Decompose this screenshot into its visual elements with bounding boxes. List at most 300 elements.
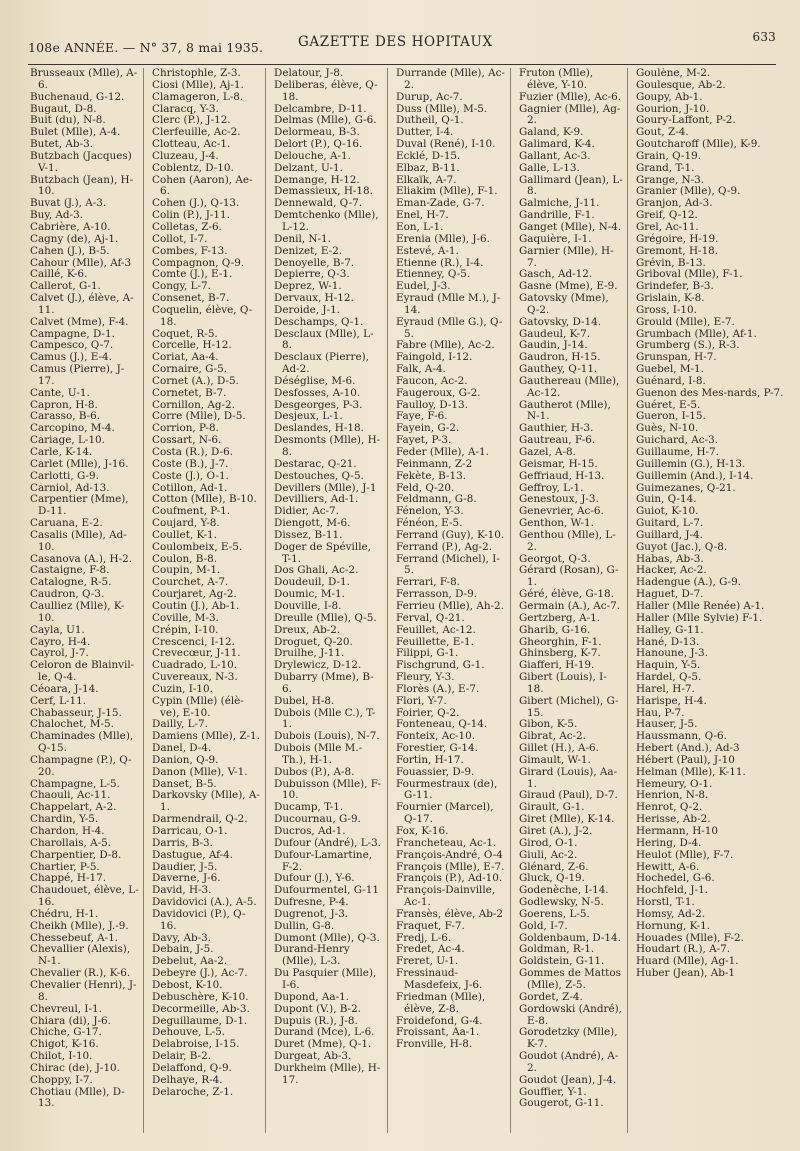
index-entry: Deroide, J-1. [274,303,341,316]
index-entry: Compagnon, Q-9. [152,256,245,269]
index-column-1 [30,68,143,1133]
index-entry: Eyraud (Mlle M.), J-14. [396,292,501,316]
index-entry: Gautreau, F-6. [519,434,596,447]
index-entry: Fraquet, F-7. [396,919,465,932]
index-entry: Fouassier, D-9. [396,765,475,778]
index-entry: Colletas, Z-6. [152,220,222,233]
index-entry: Feuillette, E-1. [396,635,474,648]
index-entry: Goudot (Jean), J-4. [519,1073,617,1086]
index-entry: Coblentz, D-10. [152,161,234,174]
index-entry: Guitard, L-7. [636,517,704,530]
index-entry: Deguillaume, D-1. [152,1014,248,1027]
index-entry: Deprez, W-1. [274,280,342,293]
index-entry: Geismar, H-15. [519,457,598,470]
index-entry: Chappé, H-17. [30,872,106,885]
index-entry: Dehouve, L-5. [152,1026,226,1039]
index-entry: Gouffier, Y-1. [519,1085,587,1098]
index-column-3 [265,68,387,1133]
index-entry: Dennewald, Q-7. [274,197,363,210]
index-entry: Gérard (Rosan), G-1. [519,564,619,589]
index-entry: Chardin, Y-5. [30,813,99,826]
index-entry: Ghinsberg, K-7. [519,647,601,660]
index-column-6 [627,68,790,1133]
index-entry: Fabre (Mlle), Ac-2. [396,339,495,352]
index-entry: Danel, D-4. [152,742,212,755]
index-entry: Feldmann, G-8. [396,493,477,506]
index-entry: Camus (J.), E-4. [30,351,112,364]
index-entry: Haussmann, Q-6. [636,730,727,743]
index-entry: David, H-3. [152,884,212,897]
index-entry: Geffroy, L-1. [519,481,584,494]
index-entry: Giret (A.), J-2. [519,825,593,837]
index-entry: Decormeille, Ab-3. [152,1002,250,1015]
index-entry: Desclaux (Mlle), L-8. [274,327,374,352]
index-entry: Hemeury, O-1. [636,777,713,790]
index-entry: Henrot, Q-2. [636,801,703,814]
index-entry: Doumic, M-1. [274,588,345,601]
index-entry: Cohen (Aaron), Ae-6. [152,173,253,198]
index-entry: Doger de Spéville, T-1. [274,540,371,565]
index-entry: Carlotti, G-9. [30,469,99,482]
index-entry: Cerf, L-11. [30,694,87,707]
index-entry: François (Mlle), E-7. [396,860,505,873]
index-entry: Enel, H-7. [396,209,449,222]
index-entry: Guiot, K-10. [636,505,699,518]
index-entry: Ganget (Mlle), N-4. [519,220,622,233]
index-entry: Ferrand (Guy), K-10. [396,528,505,541]
index-entry: Dumont (Mlle), Q-3. [274,931,380,944]
index-entry: Dissez, B-11. [274,528,343,541]
index-entry: Collot, I-7. [152,232,208,245]
index-entry: Darkovsky (Mlle), A-1. [152,789,260,814]
index-entry: Chappelart, A-2. [30,801,117,814]
index-entry: Colin (P.), J-11. [152,209,230,222]
page-number: 633 [752,30,776,44]
index-entry: Hermann, H-10 [636,825,719,837]
index-entry: Cayla, U1. [30,623,85,636]
index-entry: Debeyre (J.), Ac-7. [152,967,248,980]
index-entry: Desfosses, A-10. [274,386,361,399]
index-entry: Hané, D-13. [636,635,700,648]
index-entry: Davy, Ab-3. [152,931,212,944]
index-entry: Bugaut, D-8. [30,102,97,115]
index-entry: Fischgrund, G-1. [396,659,485,672]
index-entry: Brusseaux (Mlle), A-6. [30,68,138,91]
index-entry: Congy, L-7. [152,280,211,293]
index-entry: Ferrasson, D-9. [396,588,478,601]
index-entry: Haller (Mlle Renée) A-1. [636,599,765,612]
index-entry: Gauthier, H-3. [519,422,594,435]
index-entry: Cluzeau, J-4. [152,149,219,162]
index-entry: Ducros, Ad-1. [274,825,346,837]
index-entry: Cheikh (Mlle), J.-9. [30,919,129,932]
index-entry: Eon, L-1. [396,220,444,233]
index-entry: Chédru, H-1. [30,907,99,920]
page-header [28,30,776,58]
index-entry: Goutcharoff (Mlle), K-9. [636,138,761,151]
index-entry: Durrande (Mlle), Ac-2. [396,68,505,91]
index-entry: Falk, A-4. [396,363,446,376]
index-entry: Dugrenot, J-3. [274,907,349,920]
index-entry: Erenia (Mlle), J-6. [396,232,490,245]
index-entry: Carlet (Mlle), J-16. [30,457,129,470]
index-entry: Carpentier (Mme), D-11. [30,493,129,518]
index-entry: Delaffond, Q-9. [152,1061,232,1074]
index-entry: Etienney, Q-5. [396,268,471,281]
index-entry: Dutter, I-4. [396,126,454,139]
index-entry: Guimezanes, Q-21. [636,481,736,494]
index-entry: Gibert (Louis), I-18. [519,671,607,695]
index-entry: Flori, Y-7. [396,694,447,707]
index-entry: Gauthey, Q-11. [519,363,598,376]
index-entry: Delaroche, Z-1. [152,1085,234,1098]
index-entry: Chigot, K-16. [30,1038,99,1051]
index-entry: Garnier (Mlle), H-7. [519,244,614,269]
index-entry: Glénard, Z-6. [519,860,589,873]
index-entry: Gharib, G-16. [519,623,591,636]
index-entry: Denil, N-1. [274,232,331,245]
index-entry: Heulot (Mlle), F-7. [636,848,734,861]
index-entry: Faulloy, D-13. [396,398,468,411]
index-entry: Chaminades (Mlle), Q-15. [30,730,134,755]
index-entry: Coullet, K-1. [152,528,217,541]
index-entry: Gourion, J-10. [636,102,710,115]
index-entry: Haquin, Y-5. [636,659,701,672]
index-entry: Eyraud (Mlle G.), Q-5. [396,315,503,340]
index-entry: Goldman, R-1. [519,943,595,956]
index-entry: Filippi, G-1. [396,647,459,660]
index-entry: Cayro, H-4. [30,635,91,648]
index-entry: Drylewicz, D-12. [274,659,362,672]
index-entry: Fox, K-16. [396,825,449,837]
index-entry: Carcopino, M-4. [30,422,115,435]
index-entry: Damiens (Mlle), Z-1. [152,730,260,743]
index-entry: Du Pasquier (Mlle), I-6. [274,967,377,991]
index-entry: Cossart, N-6. [152,434,222,447]
index-entry: Delcambre, D-11. [274,102,367,115]
index-entry: Casanova (A.), H-2. [30,552,132,565]
index-entry: Coutin (J.), Ab-1. [152,599,240,612]
index-entry: Butzbach (Jean), H-10. [30,173,134,198]
index-entry: Coquelin, élève, Q-18. [152,303,253,328]
index-entry: Freret, U-1. [396,955,459,968]
index-entry: Destarac, Q-21. [274,457,357,470]
index-entry: Corre (Mlle), D-5. [152,410,246,423]
index-entry: Guillaume, H-7. [636,446,719,458]
index-entry: Debain, J-5. [152,943,214,956]
index-entry: Guenon des Mes-nards, P-7. [636,386,784,399]
index-column-4 [387,68,510,1133]
index-entry: Hebert (And.), Ad-3 [636,742,740,755]
index-entry: Gasch, Ad-12. [519,268,593,281]
index-entry: Hornung, K-1. [636,919,711,932]
index-entry: Duval (René), I-10. [396,138,496,151]
index-entry: Diengott, M-6. [274,517,351,530]
index-entry: Feder (Mlle), A-1. [396,446,489,458]
index-entry: Corrion, P-8. [152,422,219,435]
index-entry: Hadengue (A.), G-9. [636,576,741,589]
index-entry: Grunspan, H-7. [636,351,717,364]
index-entry: Coujard, Y-8. [152,517,220,530]
index-entry: Froissant, Aa-1. [396,1026,480,1039]
index-entry: Hochedel, G-6. [636,872,715,885]
index-entry: Gaquière, I-1. [519,232,592,245]
index-entry: Courjaret, Ag-2. [152,588,237,601]
index-entry: Buchenaud, G-12. [30,90,125,103]
index-entry: Fourmestraux (de), G-11. [396,777,498,802]
index-entry: Chevallier (Alexis), N-1. [30,943,131,968]
index-entry: Gatovsky, D-14. [519,315,602,328]
index-entry: Cuadrado, L-10. [152,659,238,672]
index-entry: Charpentier, D-8. [30,848,122,861]
index-entry: Danon (Mlle), V-1. [152,765,248,778]
index-entry: Cypin (Mlle) (élè-ve), E-10. [152,694,244,719]
index-entry: Gordowski (André), E-8. [519,1002,622,1027]
index-entry: Devillers (Mlle), J-1 [274,481,377,494]
index-entry: Desgeorges, P-3. [274,398,363,411]
index-entry: Debelut, Aa-2. [152,955,228,968]
index-entry: Gazel, A-8. [519,446,576,458]
index-entry: Grel, Ac-11. [636,220,699,233]
index-entry: Denoyelle, B-7. [274,256,355,269]
index-entry: Girod, O-1. [519,836,578,849]
index-entry: Huard (Mlle), Ag-1. [636,955,739,968]
index-entry: Didier, Ac-7. [274,505,339,518]
index-entry: Foirier, Q-2. [396,706,460,719]
index-entry: Dubos (P.), A-8. [274,765,355,778]
index-entry: Godenèche, I-14. [519,884,609,897]
index-entry: Ferrieu (Mlle), Ah-2. [396,599,504,612]
index-entry: Castaigne, F-8. [30,564,110,577]
index-entry: Champagne, L-5. [30,777,120,790]
index-entry: Guin, Q-14. [636,493,697,506]
index-entry: Dupond, Aa-1. [274,990,350,1003]
index-entry: Dufourmentel, G-11 [274,884,379,897]
index-entry: Buvat (J.), A-3. [30,197,107,210]
index-entry: Dufour (J.), Y-6. [274,872,355,885]
index-entry: Coste (J.), O-1. [152,469,229,482]
index-entry: Delouche, A-1. [274,149,351,162]
index-entry: Cotton (Mlle), B-10. [152,493,257,506]
index-entry: Daverne, J-6. [152,872,221,885]
index-entry: Homsy, Ad-2. [636,907,706,920]
index-entry: Galle, L-13. [519,161,580,174]
index-entry: Hochfeld, J-1. [636,884,708,897]
index-entry: Clerfeuille, Ac-2. [152,126,241,139]
index-entry: Delair, B-2. [152,1050,212,1063]
index-entry: Dubois (Louis), N-7. [274,730,380,743]
index-entry: Chevalier (R.), K-6. [30,967,131,980]
index-entry: Houdart (R.), A-7. [636,943,731,956]
index-entry: Darris, B-3. [152,836,213,849]
index-entry: Granier (Mlle), Q-9. [636,185,741,198]
index-entry: Grange, N-3. [636,173,705,186]
index-entry: Duret (Mme), Q-1. [274,1038,372,1051]
index-entry: Hau, P-7. [636,706,685,719]
index-entry: Denizet, E-2. [274,244,343,257]
index-entry: Grindefer, B-3. [636,280,714,293]
index-entry: Fronville, H-8. [396,1038,473,1051]
index-entry: Gluck, Q-19. [519,872,585,885]
index-entry: Chiche, G-17. [30,1026,102,1039]
index-entry: Gibon, K-5. [519,718,578,731]
index-entry: Cotillon, Ad-1. [152,481,228,494]
index-entry: Dailly, L-7. [152,718,208,731]
index-entry: Courchet, A-7. [152,576,229,589]
index-entry: François (P.), Ad-10. [396,872,503,885]
index-entry: François-Dainville, Ac-1. [396,884,496,909]
index-entry: Dufresne, P-4. [274,896,349,909]
index-entry: Ecklé, D-15. [396,149,461,162]
index-entry: Butzbach (Jacques) V-1. [30,149,132,174]
index-entry: Géré, élève, G-18. [519,588,614,601]
index-entry: Hébert (Paul), J-10 [636,753,735,766]
index-entry: Buy, Ad-3. [30,209,84,222]
index-entry: Francheteau, Ac-1. [396,836,497,849]
index-entry: Chirac (de), J-10. [30,1061,120,1074]
index-entry: Chiara (di), J-6. [30,1014,111,1027]
index-entry: Choppy, I-7. [30,1073,93,1086]
index-entry: Harispe, H-4. [636,694,707,707]
index-entry: Giuli, Ac-2. [519,848,578,861]
index-entry: Delort (P.), Q-16. [274,138,363,151]
index-entry: Ferrari, F-8. [396,576,460,589]
index-entry: Germain (A.), Ac-7. [519,599,621,612]
index-entry: Cohen (J.), Q-13. [152,197,240,210]
index-entry: Feld, Q-20. [396,481,455,494]
index-entry: Delmas (Mlle), G-6. [274,114,377,127]
index-entry: Florès (A.), E-7. [396,682,480,695]
index-entry: Fekète, B-13. [396,469,467,482]
index-entry: Fournier (Marcel), Q-17. [396,801,494,826]
index-entry: Hewitt, A-6. [636,860,700,873]
index-entry: Faingold, I-12. [396,351,473,364]
index-entry: Consenet, B-7. [152,292,230,305]
index-entry: Danion, Q-9. [152,753,219,766]
index-entry: Dervaux, H-12. [274,292,354,305]
index-entry: Gueron, I-15. [636,410,706,423]
index-entry: Davidovici (A.), A-5. [152,896,257,909]
index-entry: Fleury, Y-3. [396,671,455,684]
index-entry: Delatour, J-8. [274,68,344,79]
index-entry: Darricau, O-1. [152,825,228,837]
index-entry: Cornaire, G-5. [152,363,228,376]
index-entry: Genestoux, J-3. [519,493,599,506]
index-entry: Ferrand (Michel), I-5. [396,552,500,577]
issue-line: 108e ANNÉE. — N° 37, 8 mai 1935. [28,40,264,55]
index-entry: Guichard, Ac-3. [636,434,718,447]
index-entry: Durup, Ac-7. [396,90,463,103]
index-entry: Horstl, T-1. [636,896,695,909]
index-entry: Demtchenko (Mlle), L-12. [274,209,379,233]
index-entry: Buit (du), N-8. [30,114,106,127]
index-entry: Gagnier (Mlle), Ag-2. [519,102,621,127]
index-entry: Dubel, H-8. [274,694,335,707]
index-entry: Guillard, J-4. [636,528,703,541]
index-entry: Gallant, Ac-3. [519,149,591,162]
index-entry: Campesco, Q-7. [30,339,114,352]
index-entry: Guillemin (G.), H-13. [636,457,746,470]
index-entry: Fayet, P-3. [396,434,452,447]
index-entry: Dubois (Mlle M.-Th.), H-1. [274,742,363,766]
index-entry: Chotiau (Mlle), D-13. [30,1085,125,1110]
index-entry: Hacker, Ac-2. [636,564,707,577]
index-entry: Delzant, U-1. [274,161,343,174]
index-entry: Godlewsky, N-5. [519,896,604,909]
index-entry: Fredet, Ac-4. [396,943,465,956]
index-entry: Capron, H-8. [30,398,98,411]
index-entry: Fredj, L-6. [396,931,452,944]
index-entry: Chilot, I-10. [30,1050,93,1063]
index-entry: Haller (Mlle Sylvie) F-1. [636,611,763,624]
index-entry: Grould (Mlle), E-7. [636,315,735,328]
index-entry: Genthou (Mlle), L-2. [519,528,616,553]
index-entry: Fuzier (Mlle), Ac-6. [519,90,622,103]
index-entry: Durkheim (Mlle), H-17. [274,1061,381,1086]
index-entry: Cahen (J.), B-5. [30,244,110,257]
header-rule [28,64,776,65]
index-entry: Grévin, B-13. [636,256,706,269]
index-entry: Girard (Louis), Aa-1. [519,765,618,790]
index-entry: Doudeuil, D-1. [274,576,350,589]
index-entry: Guillemin (And.), I-14. [636,469,754,482]
index-entry: Coquet, R-5. [152,327,218,340]
index-entry: Coste (B.), J-7. [152,457,229,470]
index-entry: Faye, F-6. [396,410,448,423]
index-entry: Delormeau, B-3. [274,126,360,139]
index-entry: Deschamps, Q-1. [274,315,364,328]
index-entry: Galmiche, J-11. [519,197,600,210]
index-entry: Deliberas, élève, Q-18. [274,78,378,103]
index-entry: Cayrol, J-7. [30,647,89,660]
index-entry: Dupuis (R.), J-8. [274,1014,358,1027]
index-entry: Feuillet, Ac-12. [396,623,476,636]
index-entry: Cahour (Mlle), Af-3 [30,256,132,269]
index-entry: Faugeroux, G-2. [396,386,481,399]
index-entry: Devilliers, Ad-1. [274,493,359,506]
index-entry: Gibrat, Ac-2. [519,730,586,743]
index-entry: Clamageron, L-8. [152,90,244,103]
index-entry: Feinmann, Z-2 [396,457,473,470]
index-entry: Callerot, G-1. [30,280,101,293]
index-entry: Christophle, Z-3. [152,68,241,79]
index-entry: Charollais, A-5. [30,836,112,849]
index-entry: Gaudron, H-15. [519,351,601,364]
index-entry: Caudron, Q-3. [30,588,105,601]
index-entry: Gout, Z-4. [636,126,689,139]
index-entry: Cornetet, B-7. [152,386,227,399]
index-entry: Grégoire, H-19. [636,232,719,245]
index-entry: Habas, Ab-3. [636,552,704,565]
index-columns [30,68,790,1138]
index-entry: Douville, I-8. [274,599,342,612]
index-entry: Corcelle, H-12. [152,339,232,352]
index-entry: Genthon, W-1. [519,517,594,530]
index-entry: Gatovsky (Mme), Q-2. [519,292,609,316]
index-entry: Desjeux, L-1. [274,410,343,423]
index-entry: Fénéon, E-5. [396,517,463,530]
index-entry: Girault, G-1. [519,801,585,814]
index-entry: Gaudeul, K-7. [519,327,591,340]
index-entry: Genevrier, Ac-6. [519,505,604,518]
index-entry: Champagne (P.), Q-20. [30,753,132,778]
index-entry: Fortin, H-17. [396,753,464,766]
index-entry: Bulet (Mlle), A-4. [30,126,121,139]
index-entry: Griboval (Mlle), F-1. [636,268,743,281]
index-entry: Fruton (Mlle), élève, Y-10. [519,68,594,91]
index-entry: Dreulle (Mlle), Q-5. [274,611,377,624]
index-entry: Chabasseur, J-15. [30,706,122,719]
